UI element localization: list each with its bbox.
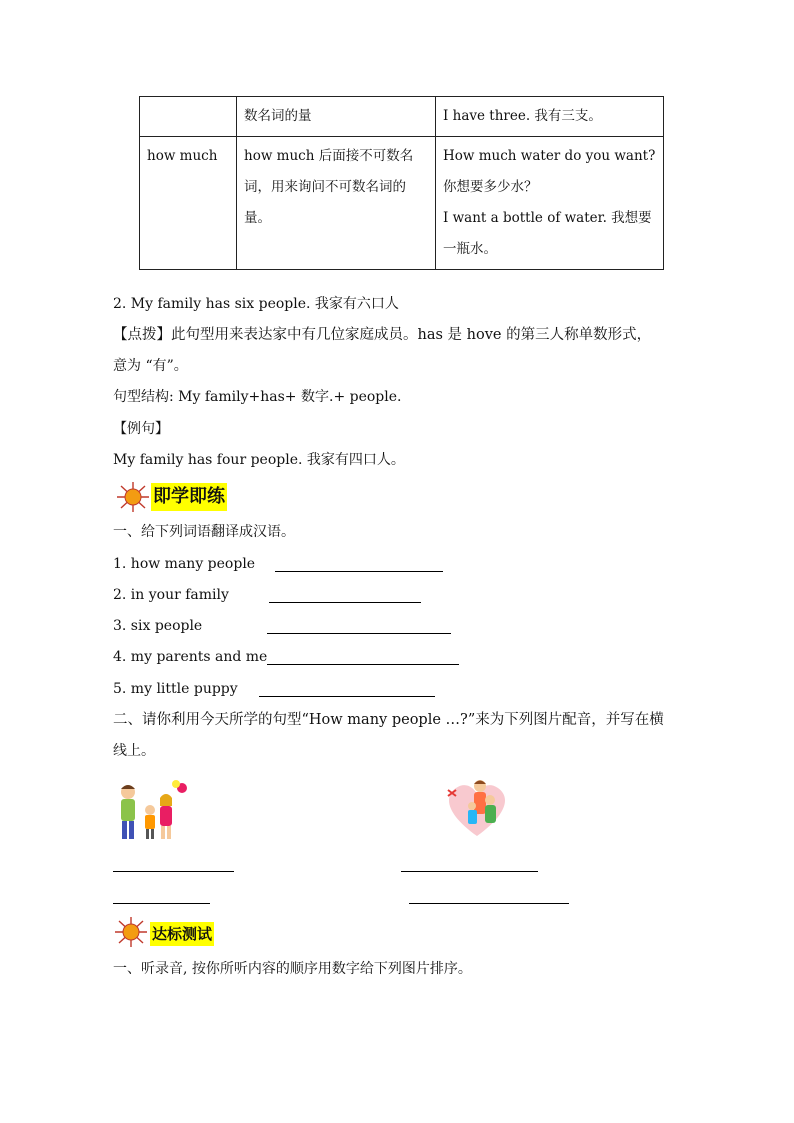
answer-line[interactable]: [275, 571, 443, 572]
table-cell: I have three. 我有三支。: [436, 97, 664, 137]
sun-icon: [115, 481, 151, 513]
answer-line[interactable]: [401, 871, 538, 872]
tip-text: 【点拨】此句型用来表达家中有几位家庭成员。has 是 hove 的第三人称单数形式，: [113, 327, 652, 343]
question-title: 二、请你利用今天所学的句型“How many people …?”来为下列图片配音，并写在横: [113, 712, 664, 728]
answer-line[interactable]: [267, 664, 459, 665]
question-title: 一、听录音, 按你所听内容的顺序用数字给下列图片排序。: [113, 961, 472, 977]
answer-line[interactable]: [113, 903, 210, 904]
example-line: I want a bottle of water. 我想要一瓶水。: [443, 210, 652, 257]
table-cell: how much 后面接不可数名词，用来询问不可数名词的量。: [237, 137, 436, 270]
example-label: 【例句】: [113, 421, 169, 437]
tip-text: 意为 “有”。: [113, 358, 188, 374]
grammar-table: [139, 96, 664, 270]
question-title: 一、给下列词语翻译成汉语。: [113, 524, 295, 540]
table-row: [140, 137, 664, 270]
answer-line[interactable]: [113, 871, 234, 872]
sun-icon: [113, 916, 149, 948]
table-cell: [436, 137, 664, 270]
question-title: 线上。: [113, 743, 155, 759]
example-line: How much water do you want? 你想要多少水？: [443, 148, 656, 195]
answer-line[interactable]: [409, 903, 569, 904]
section-heading: 即学即练: [151, 483, 227, 511]
answer-line[interactable]: [259, 696, 435, 697]
table-cell: 数名词的量: [237, 97, 436, 137]
section-heading: 达标测试: [150, 922, 214, 946]
list-item: 5. my little puppy: [113, 681, 238, 697]
answer-line[interactable]: [269, 602, 421, 603]
example-sentence: My family has four people. 我家有四口人。: [113, 452, 405, 468]
list-item: 2. in your family: [113, 587, 229, 603]
table-cell: [140, 97, 237, 137]
family-picture-heart: [444, 776, 510, 838]
list-item: 3. six people: [113, 618, 203, 634]
point-title: 2. My family has six people. 我家有六口人: [113, 296, 399, 312]
list-item: 4. my parents and me: [113, 649, 268, 665]
table-row: [140, 97, 664, 137]
family-picture: [110, 780, 192, 842]
table-cell: how much: [140, 137, 237, 270]
structure-text: 句型结构: My family+has+ 数字.+ people.: [113, 389, 402, 405]
answer-line[interactable]: [267, 633, 451, 634]
list-item: 1. how many people: [113, 556, 256, 572]
